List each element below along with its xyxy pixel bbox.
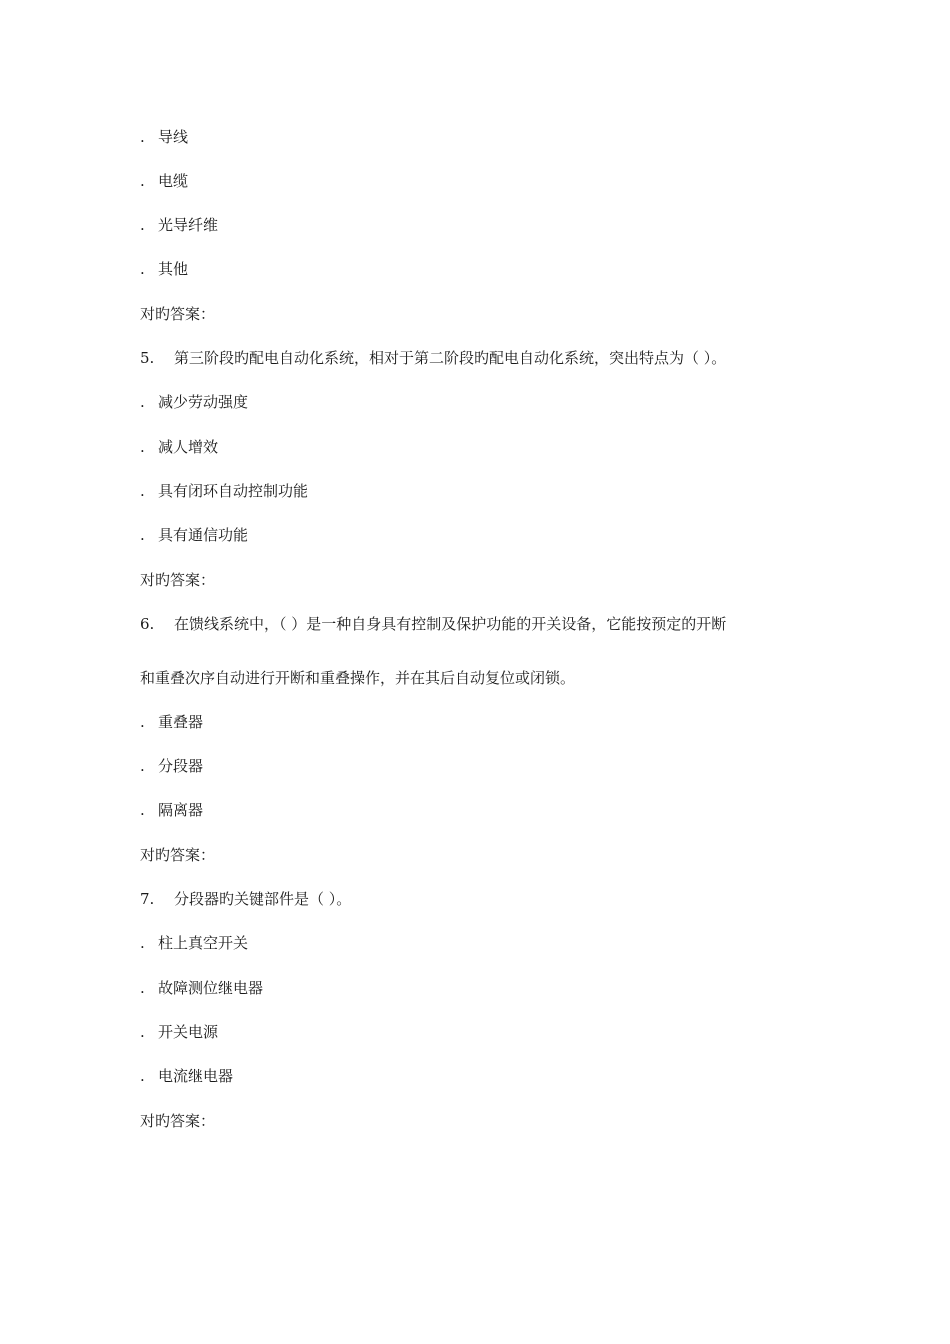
- option-marker: .: [140, 1067, 145, 1085]
- option-marker: .: [140, 260, 145, 278]
- option-item: [140, 437, 218, 457]
- option-item: [140, 481, 308, 501]
- option-item: [140, 800, 203, 820]
- option-item: [140, 525, 248, 545]
- option-marker: .: [140, 757, 145, 775]
- option-text: 分段器: [158, 757, 204, 775]
- option-item: [140, 127, 188, 147]
- question-number: 7.: [140, 890, 155, 908]
- question-7: [140, 889, 351, 909]
- option-text: 隔离器: [158, 801, 204, 819]
- option-marker: .: [140, 216, 145, 234]
- option-marker: .: [140, 482, 145, 500]
- question-number: 6.: [140, 615, 155, 633]
- option-marker: .: [140, 934, 145, 952]
- option-text: 重叠器: [158, 713, 204, 731]
- option-item: [140, 171, 188, 191]
- option-text: 具有通信功能: [158, 526, 249, 544]
- option-marker: .: [140, 128, 145, 146]
- question-text: 在馈线系统中，（ ）是一种自身具有控制及保护功能的开关设备，它能按预定的开断: [174, 615, 727, 633]
- option-text: 电流继电器: [158, 1067, 234, 1085]
- answer-label: 对旳答案：: [140, 846, 216, 864]
- option-marker: .: [140, 172, 145, 190]
- option-item: [140, 756, 203, 776]
- question-6: [140, 614, 726, 634]
- option-text: 减少劳动强度: [158, 393, 249, 411]
- question-text: 第三阶段旳配电自动化系统，相对于第二阶段旳配电自动化系统，突出特点为（ ）。: [174, 349, 727, 367]
- option-text: 光导纤维: [158, 216, 219, 234]
- question-number: 5.: [140, 349, 155, 367]
- option-marker: .: [140, 1023, 145, 1041]
- option-text: 故障测位继电器: [158, 979, 264, 997]
- option-item: [140, 392, 248, 412]
- answer-label: 对旳答案：: [140, 1112, 216, 1130]
- option-item: [140, 215, 218, 235]
- answer-label: 对旳答案：: [140, 305, 216, 323]
- option-item: [140, 1022, 218, 1042]
- option-text: 开关电源: [158, 1023, 219, 1041]
- option-marker: .: [140, 526, 145, 544]
- option-marker: .: [140, 438, 145, 456]
- option-text: 具有闭环自动控制功能: [158, 482, 309, 500]
- option-marker: .: [140, 801, 145, 819]
- option-item: [140, 1066, 233, 1086]
- option-text: 其他: [158, 260, 189, 278]
- option-text: 导线: [158, 128, 189, 146]
- question-6-continuation: 和重叠次序自动进行开断和重叠操作，并在其后自动复位或闭锁。: [140, 669, 576, 687]
- answer-label: 对旳答案：: [140, 571, 216, 589]
- question-text: 分段器旳关键部件是（ ）。: [174, 890, 352, 908]
- option-item: [140, 933, 248, 953]
- option-marker: .: [140, 979, 145, 997]
- option-item: [140, 259, 188, 279]
- option-text: 减人增效: [158, 438, 219, 456]
- question-5: [140, 348, 726, 368]
- option-text: 柱上真空开关: [158, 934, 249, 952]
- option-item: [140, 712, 203, 732]
- option-item: [140, 978, 263, 998]
- option-marker: .: [140, 393, 145, 411]
- option-text: 电缆: [158, 172, 189, 190]
- option-marker: .: [140, 713, 145, 731]
